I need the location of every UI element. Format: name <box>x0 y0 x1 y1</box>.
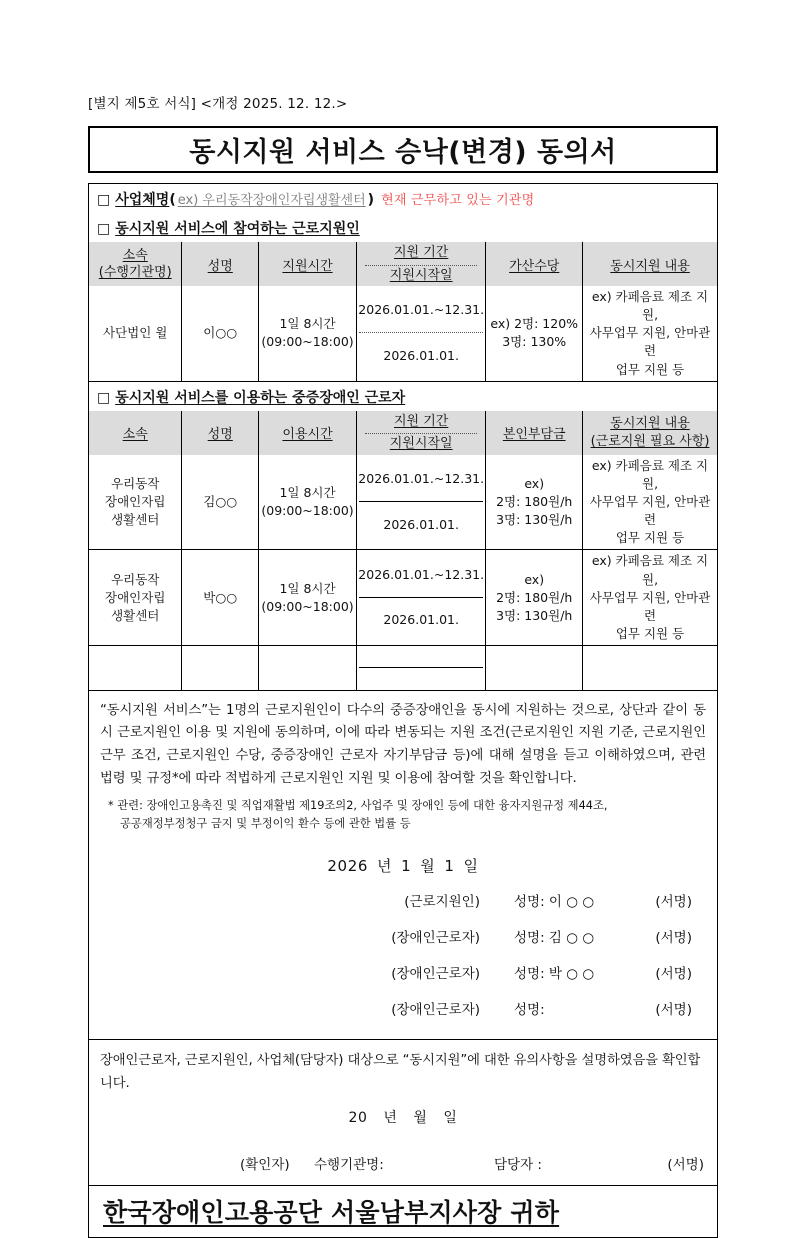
signature-mark[interactable]: (서명) <box>655 1002 692 1019</box>
section-label-worker-text: 동시지원 서비스를 이용하는 중증장애인 근로자 <box>115 389 406 406</box>
confirmation-staff-label[interactable]: 담당자 : <box>494 1157 542 1174</box>
cell-support-time-line2: (09:00~18:00) <box>261 334 354 350</box>
section-label-supporter-text: 동시지원 서비스에 참여하는 근로지원인 <box>115 221 360 237</box>
signature-list <box>100 890 706 1018</box>
section-label-worker <box>89 382 717 411</box>
document-meta-line: [별지 제5호 서식] <개정 2025. 12. 12.> <box>88 96 348 112</box>
column-header-allowance: 가산수당 <box>486 242 583 286</box>
cell-usage-time-line1: 1일 8시간 <box>279 580 336 596</box>
column-header-content-line1: 동시지원 내용 <box>610 416 690 432</box>
confirmation-date-day-unit: 일 <box>443 1110 458 1127</box>
column-header-affiliation-line2: (수행기관명) <box>98 265 172 281</box>
cell-content[interactable] <box>583 550 717 646</box>
cell-usage-time-line1: 1일 8시간 <box>279 485 336 500</box>
cell-content-line2: 사무업무 지원, 안마관련 <box>589 589 711 623</box>
signature-role: (장애인근로자) <box>391 930 480 947</box>
cell-content-line3: 업무 지원 등 <box>615 625 685 641</box>
cell-content-line3: 업무 지원 등 <box>615 361 685 377</box>
column-header-affiliation: 소속 <box>89 411 182 455</box>
signature-row-worker-1 <box>100 926 692 946</box>
agreement-footnote-line1: * 관련: 장애인고용촉진 및 직업재활법 제19조의2, 사업주 및 장애인 등에 대한 융자지원규정 제44조, <box>108 799 608 812</box>
cell-period-range: 2026.01.01.~12.31. <box>359 552 483 597</box>
cell-content-line2: 사무업무 지원, 안마관련 <box>589 494 711 528</box>
footer-addressee: 한국장애인고용공단 서울남부지사장 귀하 <box>103 1198 560 1228</box>
agreement-date-line <box>100 855 706 876</box>
confirmation-date-year-unit: 년 <box>383 1110 398 1127</box>
cell-affiliation[interactable]: 사단법인 윌 <box>89 286 182 381</box>
table-row <box>89 455 717 550</box>
table-row <box>89 646 717 690</box>
cell-usage-time-line2: (09:00~18:00) <box>261 598 354 614</box>
column-header-content-line2: (근로지원 필요 사항) <box>590 433 710 449</box>
cell-copay-line1: ex) <box>524 571 545 587</box>
cell-name[interactable]: 박○○ <box>182 550 259 646</box>
signature-mark[interactable]: (서명) <box>655 930 692 947</box>
confirmation-paragraph: 장애인근로자, 근로지원인, 사업체(담당자) 대상으로 “동시지원”에 대한 유의사항을 설명하였음을 확인합니다. <box>100 1053 701 1091</box>
cell-allowance-line1: ex) 2명: 120% <box>490 316 579 332</box>
business-name-example: ex) 우리동작장애인자립생활센터 <box>177 193 366 208</box>
cell-copay[interactable] <box>486 455 583 550</box>
cell-copay-line3: 3명: 130원/h <box>496 512 573 528</box>
column-header-period <box>357 411 486 455</box>
cell-content[interactable] <box>583 286 717 381</box>
cell-support-time-line1: 1일 8시간 <box>279 316 336 332</box>
table-row <box>89 550 717 646</box>
cell-content-line1: ex) 카페음료 제조 지원, <box>591 457 709 491</box>
column-header-copay: 본인부담금 <box>486 411 583 455</box>
column-header-period-line2: 지원시작일 <box>389 436 453 452</box>
cell-content-line2: 사무업무 지원, 안마관련 <box>589 325 711 359</box>
agreement-block <box>89 691 717 1041</box>
form-frame <box>88 183 718 1238</box>
agreement-date-day-unit: 일 <box>463 857 479 876</box>
column-header-affiliation <box>89 242 182 286</box>
cell-content-line1: ex) 카페음료 제조 지원, <box>591 289 709 323</box>
agreement-paragraph: “동시지원 서비스”는 1명의 근로지원인이 다수의 중증장애인을 동시에 지원하는 것으로, 상단과 같이 동시 근로지원인 이용 및 지원에 동의하며, 이에 따라 변동되는 지원 조건(근로지원인 지원 기준, 근로지원인 근무 조건, 근로지원인 수당, 중증장애인 근로자 자기부담금 등)에 대해 설명을 듣고 이해하였으며, 관련 법령 및 규정*에 따라 적법하게 근로지원인 지원 및 이용에 참여할 것을 확인합니다. <box>100 702 706 787</box>
footer-addressee-row <box>89 1186 717 1237</box>
confirmation-org-label[interactable]: 수행기관명: <box>314 1157 384 1174</box>
supporter-table-header-row <box>89 242 717 286</box>
confirmation-date-year[interactable]: 20 <box>348 1110 368 1127</box>
worker-table <box>89 411 717 690</box>
column-header-name: 성명 <box>182 411 259 455</box>
signature-row-worker-3 <box>100 998 692 1018</box>
cell-period-start: 2026.01.01. <box>383 516 459 532</box>
column-header-period-line1: 지원 기간 <box>393 245 449 260</box>
checkbox-icon[interactable]: □ <box>97 389 111 406</box>
confirmation-date-line <box>100 1107 706 1127</box>
checkbox-icon[interactable]: □ <box>97 221 111 237</box>
cell-copay-line3: 3명: 130원/h <box>496 607 573 623</box>
column-header-content <box>583 411 717 455</box>
paren-open: ( <box>169 192 176 208</box>
section-label-supporter <box>89 213 717 242</box>
signature-row-supporter <box>100 890 692 910</box>
agreement-footnote <box>100 797 706 833</box>
supporter-table <box>89 242 717 381</box>
agreement-footnote-line2: 공공재정부정청구 금지 및 부정이익 환수 등에 관한 법률 등 <box>120 817 411 831</box>
cell-period-range: 2026.01.01.~12.31. <box>359 457 483 502</box>
cell-period-range: 2026.01.01.~12.31. <box>359 288 483 333</box>
signature-name[interactable]: 성명: 김 ○ ○ <box>514 930 595 947</box>
cell-period[interactable] <box>357 455 486 550</box>
business-name-row <box>89 184 717 213</box>
agreement-date-year[interactable]: 2026 <box>327 857 368 876</box>
cell-name[interactable] <box>182 646 259 690</box>
signature-name[interactable]: 성명: 이 ○ ○ <box>514 894 595 911</box>
document-title-box <box>88 126 718 173</box>
signature-row-worker-2 <box>100 962 692 982</box>
signature-name[interactable]: 성명: <box>514 1002 545 1019</box>
signature-mark[interactable]: (서명) <box>655 966 692 983</box>
cell-period[interactable] <box>357 550 486 646</box>
cell-content-line3: 업무 지원 등 <box>615 530 685 546</box>
period-header-divider <box>365 433 477 434</box>
cell-content[interactable] <box>583 646 717 690</box>
business-name-note: 현재 근무하고 있는 기관명 <box>381 193 535 208</box>
paren-close: ) <box>367 192 375 208</box>
cell-affiliation[interactable] <box>89 550 182 646</box>
period-header-divider <box>365 265 477 266</box>
confirmation-date-month-unit: 월 <box>413 1110 428 1127</box>
confirmation-role: (확인자) <box>240 1157 290 1174</box>
agreement-date-month-unit: 월 <box>420 857 436 876</box>
checkbox-icon[interactable]: □ <box>97 192 111 208</box>
cell-copay-line2: 2명: 180원/h <box>496 494 573 510</box>
agreement-date-year-unit: 년 <box>376 857 393 876</box>
cell-period[interactable] <box>357 286 486 381</box>
agreement-date-day[interactable]: 1 <box>444 857 455 876</box>
cell-affiliation-line1: 우리동작 <box>111 571 160 587</box>
column-header-name: 성명 <box>182 242 259 286</box>
cell-affiliation-line1: 우리동작 <box>111 475 160 491</box>
supporter-table-wrapper <box>89 242 717 382</box>
signature-role: (근로지원인) <box>404 894 480 911</box>
column-header-content: 동시지원 내용 <box>583 242 717 286</box>
cell-usage-time[interactable] <box>259 550 357 646</box>
cell-period-start: 2026.01.01. <box>383 348 459 363</box>
cell-affiliation[interactable] <box>89 646 182 690</box>
cell-usage-time[interactable] <box>259 646 357 690</box>
cell-content-line1: ex) 카페음료 제조 지원, <box>591 553 709 587</box>
signature-role: (장애인근로자) <box>391 966 480 983</box>
cell-period[interactable] <box>357 646 486 690</box>
column-header-usage-time: 이용시간 <box>259 411 357 455</box>
cell-support-time[interactable] <box>259 286 357 381</box>
worker-table-wrapper <box>89 411 717 691</box>
cell-affiliation[interactable] <box>89 455 182 550</box>
business-name-label: 사업체명 <box>115 192 170 208</box>
column-header-support-time: 지원시간 <box>259 242 357 286</box>
cell-affiliation-line3: 생활센터 <box>111 512 160 528</box>
signature-role: (장애인근로자) <box>391 1002 480 1019</box>
cell-content[interactable] <box>583 455 717 550</box>
cell-period-start: 2026.01.01. <box>383 612 459 628</box>
column-header-period <box>357 242 486 286</box>
agreement-date-month[interactable]: 1 <box>401 857 412 876</box>
cell-period-range <box>359 648 483 668</box>
column-header-period-line1: 지원 기간 <box>393 413 449 429</box>
page-title: 동시지원 서비스 승낙(변경) 동의서 <box>189 137 617 168</box>
table-row <box>89 286 717 381</box>
cell-name[interactable]: 김○○ <box>182 455 259 550</box>
cell-name[interactable]: 이○○ <box>182 286 259 381</box>
cell-copay-line2: 2명: 180원/h <box>496 589 573 605</box>
confirmation-signature-row <box>100 1153 706 1173</box>
cell-copay[interactable] <box>486 646 583 690</box>
cell-copay[interactable] <box>486 550 583 646</box>
cell-allowance[interactable] <box>486 286 583 381</box>
worker-table-header-row <box>89 411 717 455</box>
cell-usage-time[interactable] <box>259 455 357 550</box>
signature-mark[interactable]: (서명) <box>667 1157 704 1174</box>
cell-affiliation-line2: 장애인자립 <box>105 589 166 605</box>
cell-allowance-line2: 3명: 130% <box>502 334 567 350</box>
cell-copay-line1: ex) <box>524 475 545 491</box>
cell-period-start <box>359 668 483 688</box>
confirmation-block <box>89 1040 717 1186</box>
signature-mark[interactable]: (서명) <box>655 894 692 911</box>
cell-affiliation-line2: 장애인자립 <box>105 494 166 510</box>
cell-usage-time-line2: (09:00~18:00) <box>261 503 354 519</box>
signature-name[interactable]: 성명: 박 ○ ○ <box>514 966 595 983</box>
cell-affiliation-line3: 생활센터 <box>111 607 160 623</box>
column-header-period-line2: 지원시작일 <box>389 267 453 283</box>
column-header-affiliation-line1: 소속 <box>122 247 148 263</box>
